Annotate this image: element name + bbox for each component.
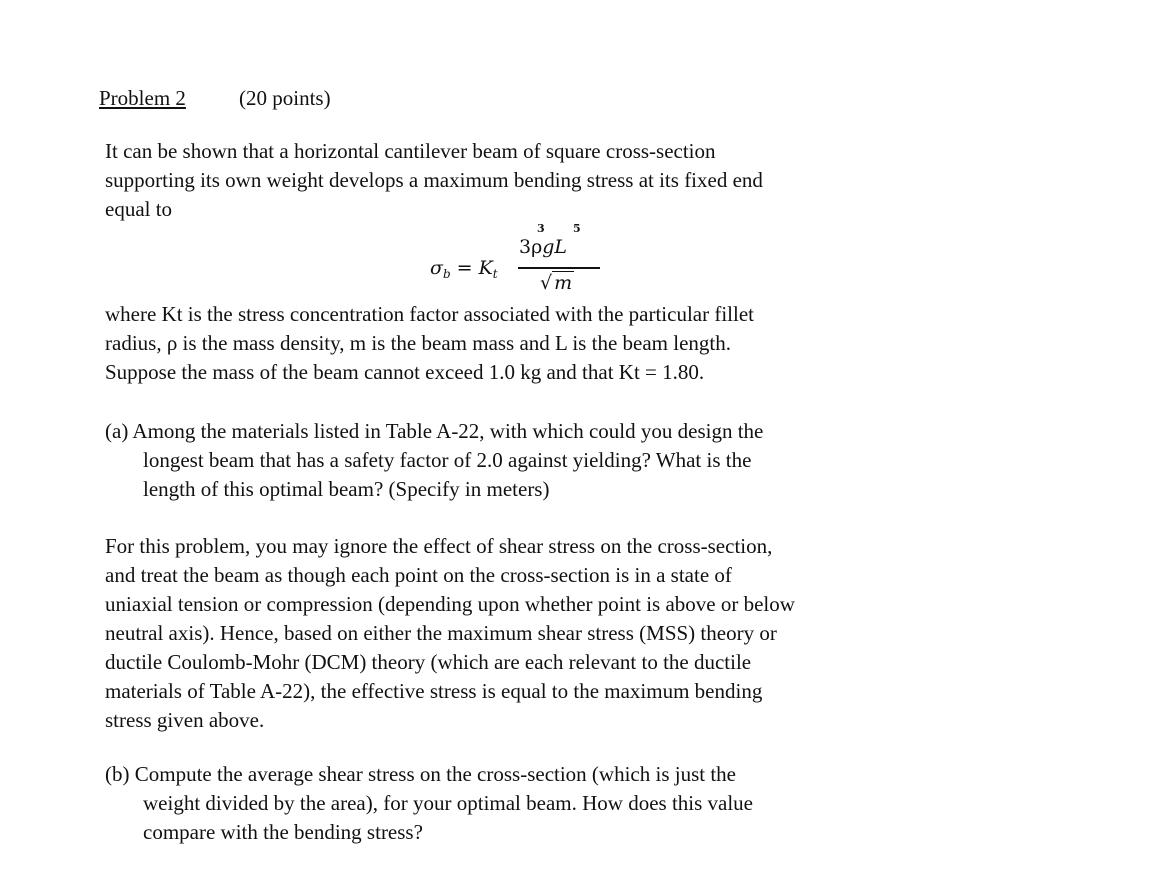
- rho-exponent: 3: [537, 222, 545, 235]
- numerator-coefficient: 3ρ: [519, 236, 543, 258]
- radicand: m: [554, 272, 573, 294]
- radical-sign: √: [540, 272, 553, 294]
- sigma-symbol: σ: [430, 257, 443, 279]
- part-b-line: compare with the bending stress?: [143, 820, 423, 844]
- numerator-rest: gL: [542, 236, 568, 258]
- formula-numerator: [519, 236, 567, 258]
- intro-line: supporting its own weight develops a maximum bending stress at its fixed end: [105, 168, 763, 192]
- part-b-question: [105, 760, 935, 847]
- bending-stress-formula: [430, 222, 630, 304]
- factor-subscript: t: [492, 267, 498, 281]
- factor-symbol: K: [478, 257, 493, 279]
- formula-lhs: [430, 257, 498, 281]
- part-b-line: (b) Compute the average shear stress on the cross-section (which is just the: [105, 762, 736, 786]
- note-line: stress given above.: [105, 708, 265, 732]
- definitions-paragraph: [105, 300, 935, 387]
- note-line: uniaxial tension or compression (depending upon whether point is above or below: [105, 592, 795, 616]
- definitions-line: where Kt is the stress concentration factor associated with the particular fillet: [105, 302, 755, 326]
- note-line: ductile Coulomb-Mohr (DCM) theory (which are each relevant to the ductile: [105, 650, 752, 674]
- note-line: For this problem, you may ignore the effect of shear stress on the cross-section,: [105, 534, 773, 558]
- note-paragraph: [105, 532, 935, 735]
- definitions-line: radius, ρ is the mass density, m is the beam mass and L is the beam length.: [105, 331, 731, 355]
- sigma-subscript: b: [442, 267, 451, 281]
- problem-label: Problem 2: [99, 86, 186, 110]
- note-line: materials of Table A-22), the effective stress is equal to the maximum bending: [105, 679, 763, 703]
- note-line: neutral axis). Hence, based on either the maximum shear stress (MSS) theory or: [105, 621, 777, 645]
- note-line: and treat the beam as though each point on the cross-section is in a state of: [105, 563, 732, 587]
- intro-line: equal to: [105, 197, 173, 221]
- part-a-line: (a) Among the materials listed in Table A-22, with which could you design the: [105, 419, 764, 443]
- definitions-line: Suppose the mass of the beam cannot exceed 1.0 kg and that Kt = 1.80.: [105, 360, 705, 384]
- equals-sign: =: [456, 257, 473, 279]
- problem-heading: [99, 86, 331, 111]
- part-a-line: length of this optimal beam? (Specify in meters): [143, 477, 550, 501]
- length-exponent: 5: [573, 222, 581, 235]
- part-b-line: weight divided by the area), for your optimal beam. How does this value: [143, 791, 754, 815]
- intro-paragraph: [105, 137, 935, 224]
- part-a-line: longest beam that has a safety factor of 2.0 against yielding? What is the: [143, 448, 752, 472]
- part-a-question: [105, 417, 935, 504]
- fraction-bar: [518, 267, 600, 269]
- formula-denominator: [540, 271, 574, 294]
- problem-points: (20 points): [239, 86, 331, 110]
- intro-line: It can be shown that a horizontal cantilever beam of square cross-section: [105, 139, 716, 163]
